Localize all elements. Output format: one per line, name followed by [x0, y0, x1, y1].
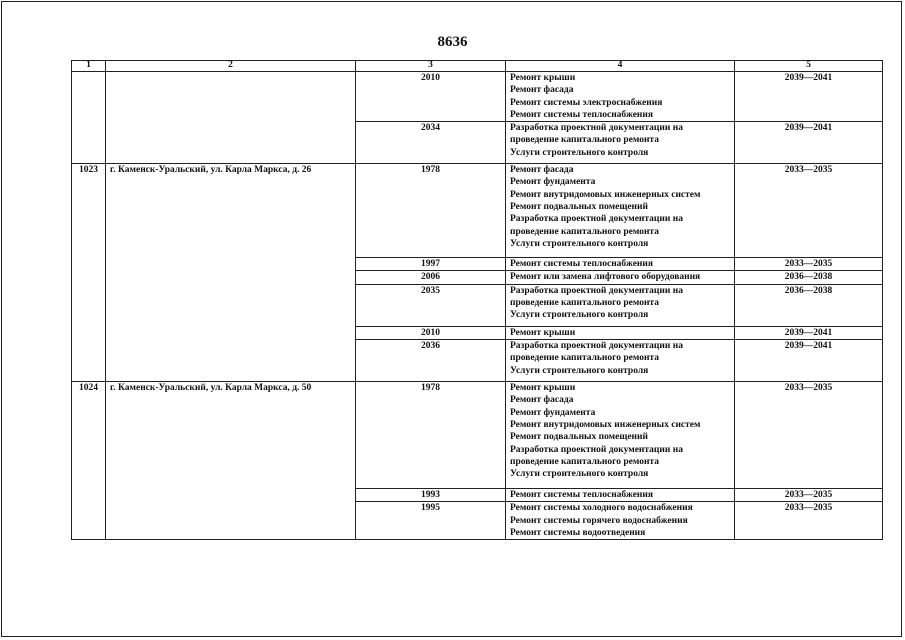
work-item: Ремонт крыши: [510, 383, 576, 394]
works-cell: [506, 326, 735, 339]
work-item: Ремонт фасада: [510, 85, 574, 96]
work-item: Ремонт фасада: [510, 165, 574, 176]
period-cell: 2033—2035: [735, 502, 883, 540]
capital-repair-table: [71, 60, 883, 540]
row-number: [72, 72, 106, 164]
year-cell: 2035: [356, 284, 506, 326]
table-row: [72, 164, 883, 258]
column-header: 1: [72, 61, 106, 72]
page-number: 8636: [437, 34, 468, 50]
year-cell: 1995: [356, 502, 506, 540]
address-cell: г. Каменск-Уральский, ул. Карла Маркса, д. 26: [106, 164, 356, 382]
work-item: Ремонт подвальных помещений: [510, 432, 648, 443]
work-item: проведение капитального ремонта: [510, 353, 659, 364]
work-item: Услуги строительного контроля: [510, 365, 649, 376]
work-item: Ремонт или замена лифтового оборудования: [510, 272, 701, 283]
works-cell: [506, 340, 735, 382]
work-item: Ремонт крыши: [510, 73, 576, 83]
address-cell: г. Каменск-Уральский, ул. Карла Маркса, д. 50: [106, 382, 356, 540]
work-item: Ремонт фасада: [510, 395, 574, 406]
work-item: Услуги строительного контроля: [510, 147, 649, 158]
work-item: Ремонт системы холодного водоснабжения: [510, 503, 693, 514]
work-item: проведение капитального ремонта: [510, 456, 659, 467]
column-header: 3: [356, 61, 506, 72]
period-cell: 2039—2041: [735, 72, 883, 122]
period-cell: 2036—2038: [735, 284, 883, 326]
year-cell: 2034: [356, 122, 506, 164]
work-item: Услуги строительного контроля: [510, 310, 649, 321]
work-item: Ремонт системы электроснабжения: [510, 97, 663, 108]
work-item: Разработка проектной документации на: [510, 341, 683, 352]
period-cell: 2033—2035: [735, 382, 883, 489]
work-item: Разработка проектной документации на: [510, 444, 683, 455]
work-item: Услуги строительного контроля: [510, 238, 649, 249]
period-cell: 2039—2041: [735, 340, 883, 382]
period-cell: 2036—2038: [735, 271, 883, 284]
year-cell: 1978: [356, 164, 506, 258]
year-cell: 2006: [356, 271, 506, 284]
work-item: Ремонт внутридомовых инженерных систем: [510, 419, 701, 430]
work-item: Ремонт системы теплоснабжения: [510, 109, 654, 120]
period-cell: 2033—2035: [735, 258, 883, 271]
year-cell: 1978: [356, 382, 506, 489]
year-cell: 2036: [356, 340, 506, 382]
row-number: 1023: [72, 164, 106, 382]
work-item: проведение капитального ремонта: [510, 298, 659, 309]
year-cell: 1997: [356, 258, 506, 271]
work-item: Ремонт системы водоотведения: [510, 527, 646, 538]
column-header: 4: [506, 61, 735, 72]
work-item: проведение капитального ремонта: [510, 226, 659, 237]
work-item: Услуги строительного контроля: [510, 469, 649, 480]
work-item: Ремонт фундамента: [510, 177, 596, 188]
table-row: [72, 72, 883, 122]
row-number: 1024: [72, 382, 106, 540]
work-item: Ремонт системы теплоснабжения: [510, 490, 654, 501]
works-cell: [506, 72, 735, 122]
work-item: Ремонт крыши: [510, 327, 576, 338]
period-cell: 2033—2035: [735, 489, 883, 502]
address-cell: [106, 72, 356, 164]
works-cell: [506, 382, 735, 489]
work-item: Ремонт внутридомовых инженерных систем: [510, 189, 701, 200]
works-cell: [506, 258, 735, 271]
work-item: Ремонт подвальных помещений: [510, 202, 648, 213]
works-cell: [506, 489, 735, 502]
period-cell: 2039—2041: [735, 122, 883, 164]
work-item: Ремонт системы горячего водоснабжения: [510, 515, 688, 526]
header-row: [72, 61, 883, 72]
work-item: Ремонт фундамента: [510, 407, 596, 418]
work-item: Ремонт системы теплоснабжения: [510, 259, 654, 270]
works-cell: [506, 284, 735, 326]
works-cell: [506, 502, 735, 540]
work-item: проведение капитального ремонта: [510, 135, 659, 146]
table-row: [72, 382, 883, 489]
year-cell: 1993: [356, 489, 506, 502]
year-cell: 2010: [356, 326, 506, 339]
period-cell: 2033—2035: [735, 164, 883, 258]
period-cell: 2039—2041: [735, 326, 883, 339]
work-item: Разработка проектной документации на: [510, 214, 683, 225]
year-cell: 2010: [356, 72, 506, 122]
column-header: 2: [106, 61, 356, 72]
works-cell: [506, 271, 735, 284]
work-item: Разработка проектной документации на: [510, 285, 683, 296]
column-header: 5: [735, 61, 883, 72]
works-cell: [506, 122, 735, 164]
works-cell: [506, 164, 735, 258]
work-item: Разработка проектной документации на: [510, 123, 683, 134]
